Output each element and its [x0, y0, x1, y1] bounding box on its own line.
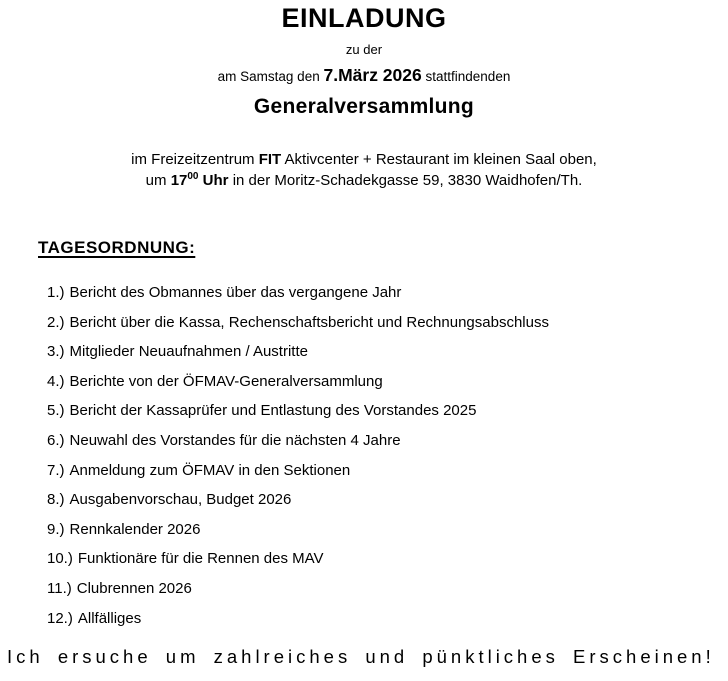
agenda-item-text: Clubrennen 2026 — [76, 579, 192, 597]
date-line — [0, 64, 728, 88]
agenda-item-text: Rennkalender 2026 — [69, 520, 201, 538]
document-title: EINLADUNG — [281, 3, 447, 33]
agenda-item-number: 6.) — [47, 431, 65, 449]
venue-line1-pre: im Freizeitzentrum — [131, 151, 255, 168]
agenda-item-text: Bericht über die Kassa, Rechenschaftsbericht und Rechnungsabschluss — [69, 313, 549, 331]
closing-line: Ich ersuche um zahlreiches und pünktliches Erscheinen! — [7, 646, 715, 667]
agenda-item-number: 7.) — [47, 461, 65, 479]
agenda-item-number: 11.) — [47, 579, 72, 597]
event-time-unit: Uhr — [202, 172, 229, 189]
agenda-item-text: Ausgabenvorschau, Budget 2026 — [69, 491, 292, 509]
venue-block — [0, 149, 728, 191]
date-line-suffix: stattfindenden — [425, 69, 511, 84]
agenda-item-text: Mitglieder Neuaufnahmen / Austritte — [69, 343, 308, 361]
agenda-item — [47, 396, 728, 426]
agenda-item — [47, 278, 728, 308]
agenda-item — [47, 337, 728, 367]
agenda-item — [47, 485, 728, 515]
agenda-item-text: Berichte von der ÖFMAV-Generalversammlung — [69, 372, 383, 390]
agenda-item — [47, 308, 728, 338]
venue-line-1 — [0, 149, 728, 170]
event-date: 7.März 2026 — [323, 65, 422, 85]
agenda-list — [47, 278, 728, 633]
agenda-item-text: Anmeldung zum ÖFMAV in den Sektionen — [69, 461, 351, 479]
event-time-minutes: 00 — [187, 171, 199, 182]
agenda-item-number: 9.) — [47, 520, 65, 538]
agenda-item-number: 3.) — [47, 343, 65, 361]
venue-line1-post: Aktivcenter + Restaurant im kleinen Saal oben, — [284, 151, 597, 168]
agenda-item-number: 8.) — [47, 491, 65, 509]
agenda-item-number: 5.) — [47, 402, 65, 420]
event-name: Generalversammlung — [253, 95, 475, 118]
event-time-hour: 17 — [170, 172, 188, 189]
agenda-item — [47, 426, 728, 456]
agenda-item-text: Neuwahl des Vorstandes für die nächsten 4 Jahre — [69, 431, 401, 449]
agenda-item-number: 12.) — [47, 609, 73, 627]
venue-line-2 — [0, 170, 728, 191]
agenda-item — [47, 456, 728, 486]
agenda-item-text: Bericht des Obmannes über das vergangene Jahr — [69, 284, 402, 301]
agenda-item-number: 10.) — [47, 550, 73, 568]
agenda-item-text: Bericht der Kassaprüfer und Entlastung des Vorstandes 2025 — [69, 402, 477, 420]
date-line-prefix: am Samstag den — [217, 69, 320, 84]
venue-name-bold: FIT — [258, 151, 282, 168]
document-subtitle: zu der — [345, 42, 383, 57]
venue-address: in der Moritz-Schadekgasse 59, 3830 Waidhofen/Th. — [232, 172, 583, 189]
agenda-item-number: 1.) — [47, 284, 65, 301]
agenda-item — [47, 515, 728, 545]
agenda-item-number: 2.) — [47, 313, 65, 331]
agenda-heading: TAGESORDNUNG: — [38, 238, 196, 257]
venue-line2-pre: um — [145, 172, 167, 189]
agenda-item-text: Funktionäre für die Rennen des MAV — [77, 550, 324, 568]
agenda-item — [47, 367, 728, 397]
agenda-item-text: Allfälliges — [77, 609, 142, 627]
agenda-item-number: 4.) — [47, 372, 65, 390]
agenda-item — [47, 604, 728, 634]
agenda-item — [47, 574, 728, 604]
event-time — [171, 172, 229, 189]
agenda-item — [47, 544, 728, 574]
